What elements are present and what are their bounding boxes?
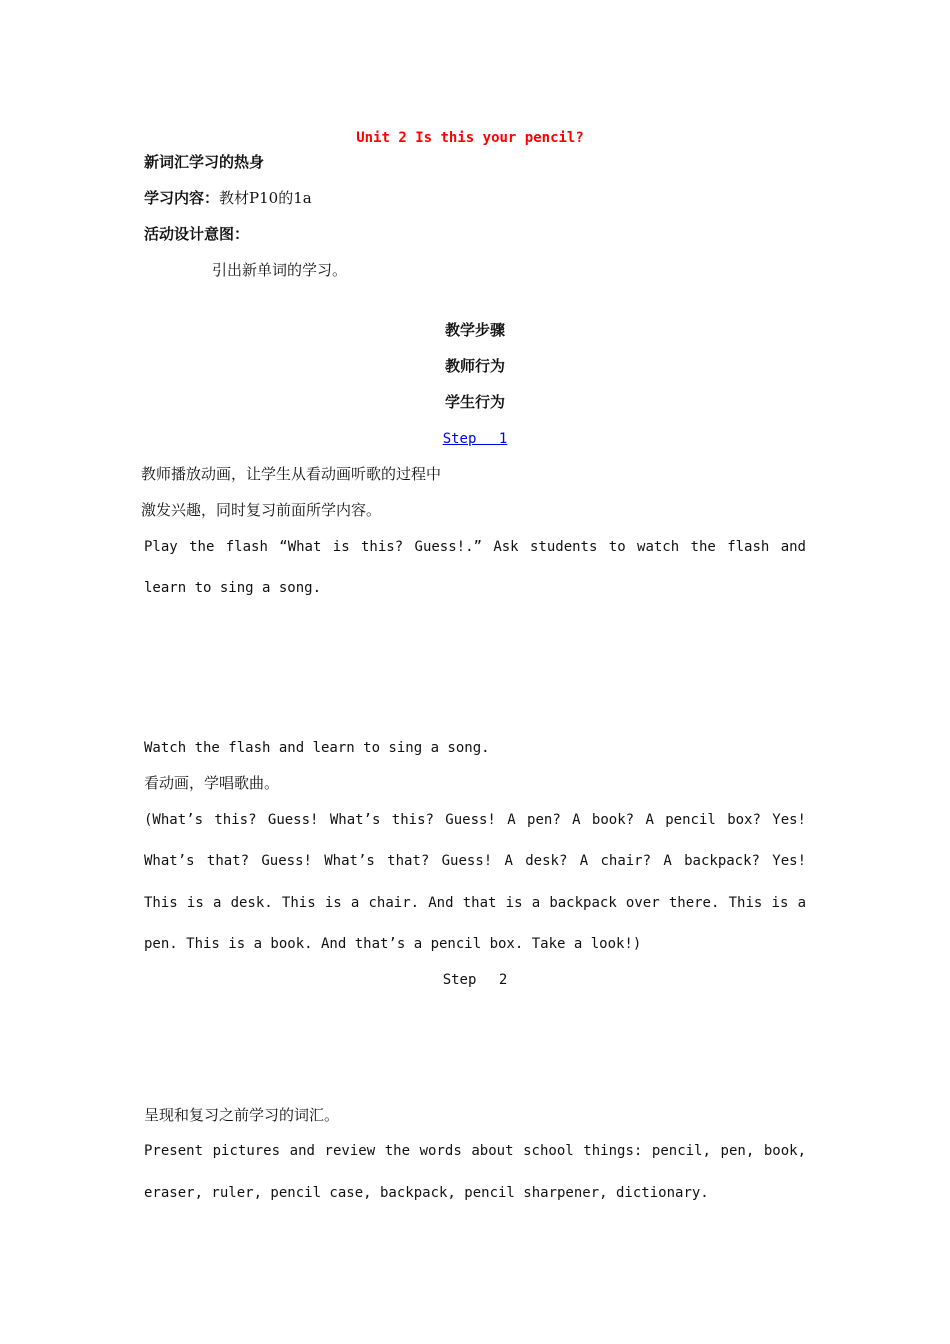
design-label: 活动设计意图： — [144, 225, 250, 243]
step1-teacher-cn-2: 激发兴趣，同时复习前面所学内容。 — [141, 501, 382, 519]
step1-label[interactable]: Step 1 — [442, 431, 508, 447]
content-label: 学习内容： — [144, 189, 220, 207]
warmup-heading: 新词汇学习的热身 — [144, 153, 265, 171]
step2-label: Step 2 — [442, 972, 508, 988]
design-text: 引出新单词的学习。 — [212, 261, 348, 279]
song-line-2: What’s that? Guess! What’s that? Guess! A desk? A chair? A backpack? Yes! — [144, 853, 806, 869]
step1-teacher-en-2: learn to sing a song. — [144, 580, 322, 596]
header-teacher: 教师行为 — [444, 357, 505, 375]
step2-teacher-cn: 呈现和复习之前学习的词汇。 — [144, 1106, 340, 1124]
content-row — [144, 188, 312, 208]
step2-teacher-en-2: eraser, ruler, pencil case, backpack, pencil sharpener, dictionary. — [144, 1185, 709, 1201]
step1-label-row — [0, 429, 950, 449]
content-value: 教材P10的1a — [219, 189, 312, 207]
header-steps: 教学步骤 — [444, 321, 505, 339]
header-student: 学生行为 — [444, 393, 505, 411]
song-line-3: This is a desk. This is a chair. And that is a backpack over there. This is a — [144, 895, 806, 911]
page-title: Unit 2 Is this your pencil? — [356, 130, 584, 146]
step1-teacher-cn-1: 教师播放动画，让学生从看动画听歌的过程中 — [141, 465, 442, 483]
step2-teacher-en-1: Present pictures and review the words about school things: pencil, pen, book, — [144, 1143, 806, 1159]
step1-student-cn: 看动画，学唱歌曲。 — [144, 774, 280, 792]
step1-teacher-en-1: Play the flash “What is this? Guess!.” Ask students to watch the flash and — [144, 539, 806, 555]
song-line-4: pen. This is a book. And that’s a pencil box. Take a look!) — [144, 936, 642, 952]
step1-student-en: Watch the flash and learn to sing a song. — [144, 740, 490, 756]
song-line-1: (What’s this? Guess! What’s this? Guess! A pen? A book? A pencil box? Yes! — [144, 812, 806, 828]
